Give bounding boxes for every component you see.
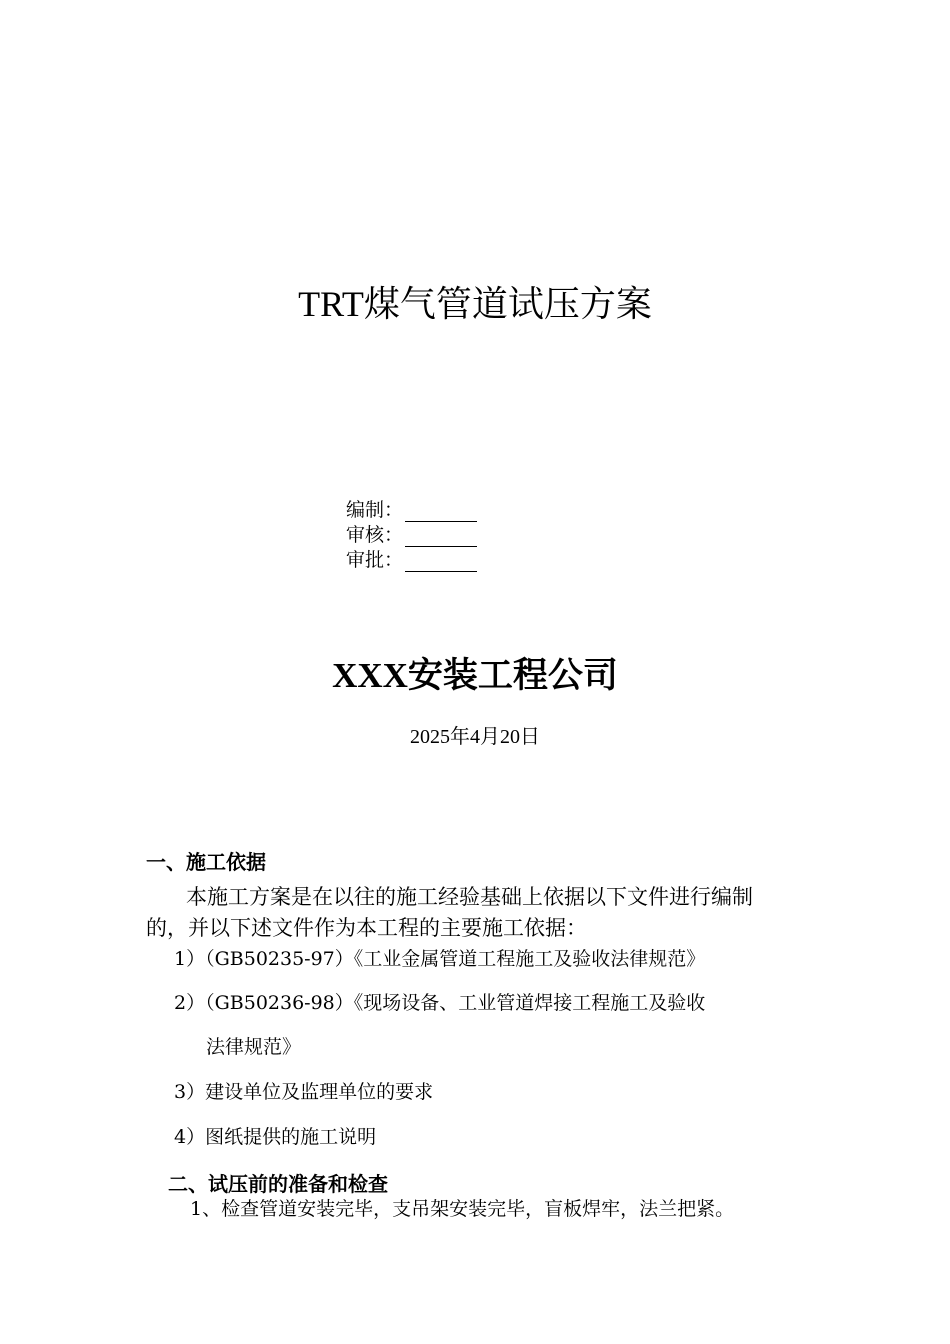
company-name: XXX安装工程公司 — [332, 656, 618, 695]
sign-approve — [346, 548, 477, 572]
document-date: 2025年4月20日 — [410, 726, 540, 748]
document-title: TRT煤气管道试压方案 — [298, 284, 652, 324]
approve-label: 审批： — [346, 549, 404, 571]
basis-item-2: 2）（GB50236-98）《现场设备、工业管道焊接工程施工及验收 — [174, 992, 706, 1014]
approve-blank-line — [405, 553, 477, 572]
section1-para-line2: 的，并以下述文件作为本工程的主要施工依据： — [146, 916, 587, 940]
basis-item-1: 1）（GB50235-97）《工业金属管道工程施工及验收法律规范》 — [174, 948, 706, 970]
basis-item-4: 4）图纸提供的施工说明 — [174, 1126, 377, 1148]
section1-para-line1: 本施工方案是在以往的施工经验基础上依据以下文件进行编制 — [186, 885, 753, 909]
basis-item-2-cont: 法律规范》 — [206, 1036, 302, 1058]
review-blank-line — [405, 528, 477, 547]
compile-blank-line — [405, 503, 477, 522]
section2-heading: 二、试压前的准备和检查 — [168, 1172, 388, 1196]
check-item-1: 1、检查管道安装完毕，支吊架安装完毕，盲板焊牢，法兰把紧。 — [190, 1198, 735, 1220]
sign-compile — [346, 498, 477, 522]
section1-heading: 一、施工依据 — [146, 850, 266, 874]
sign-review — [346, 523, 477, 547]
review-label: 审核： — [346, 524, 404, 546]
compile-label: 编制： — [346, 499, 404, 521]
basis-item-3: 3）建设单位及监理单位的要求 — [174, 1081, 434, 1103]
